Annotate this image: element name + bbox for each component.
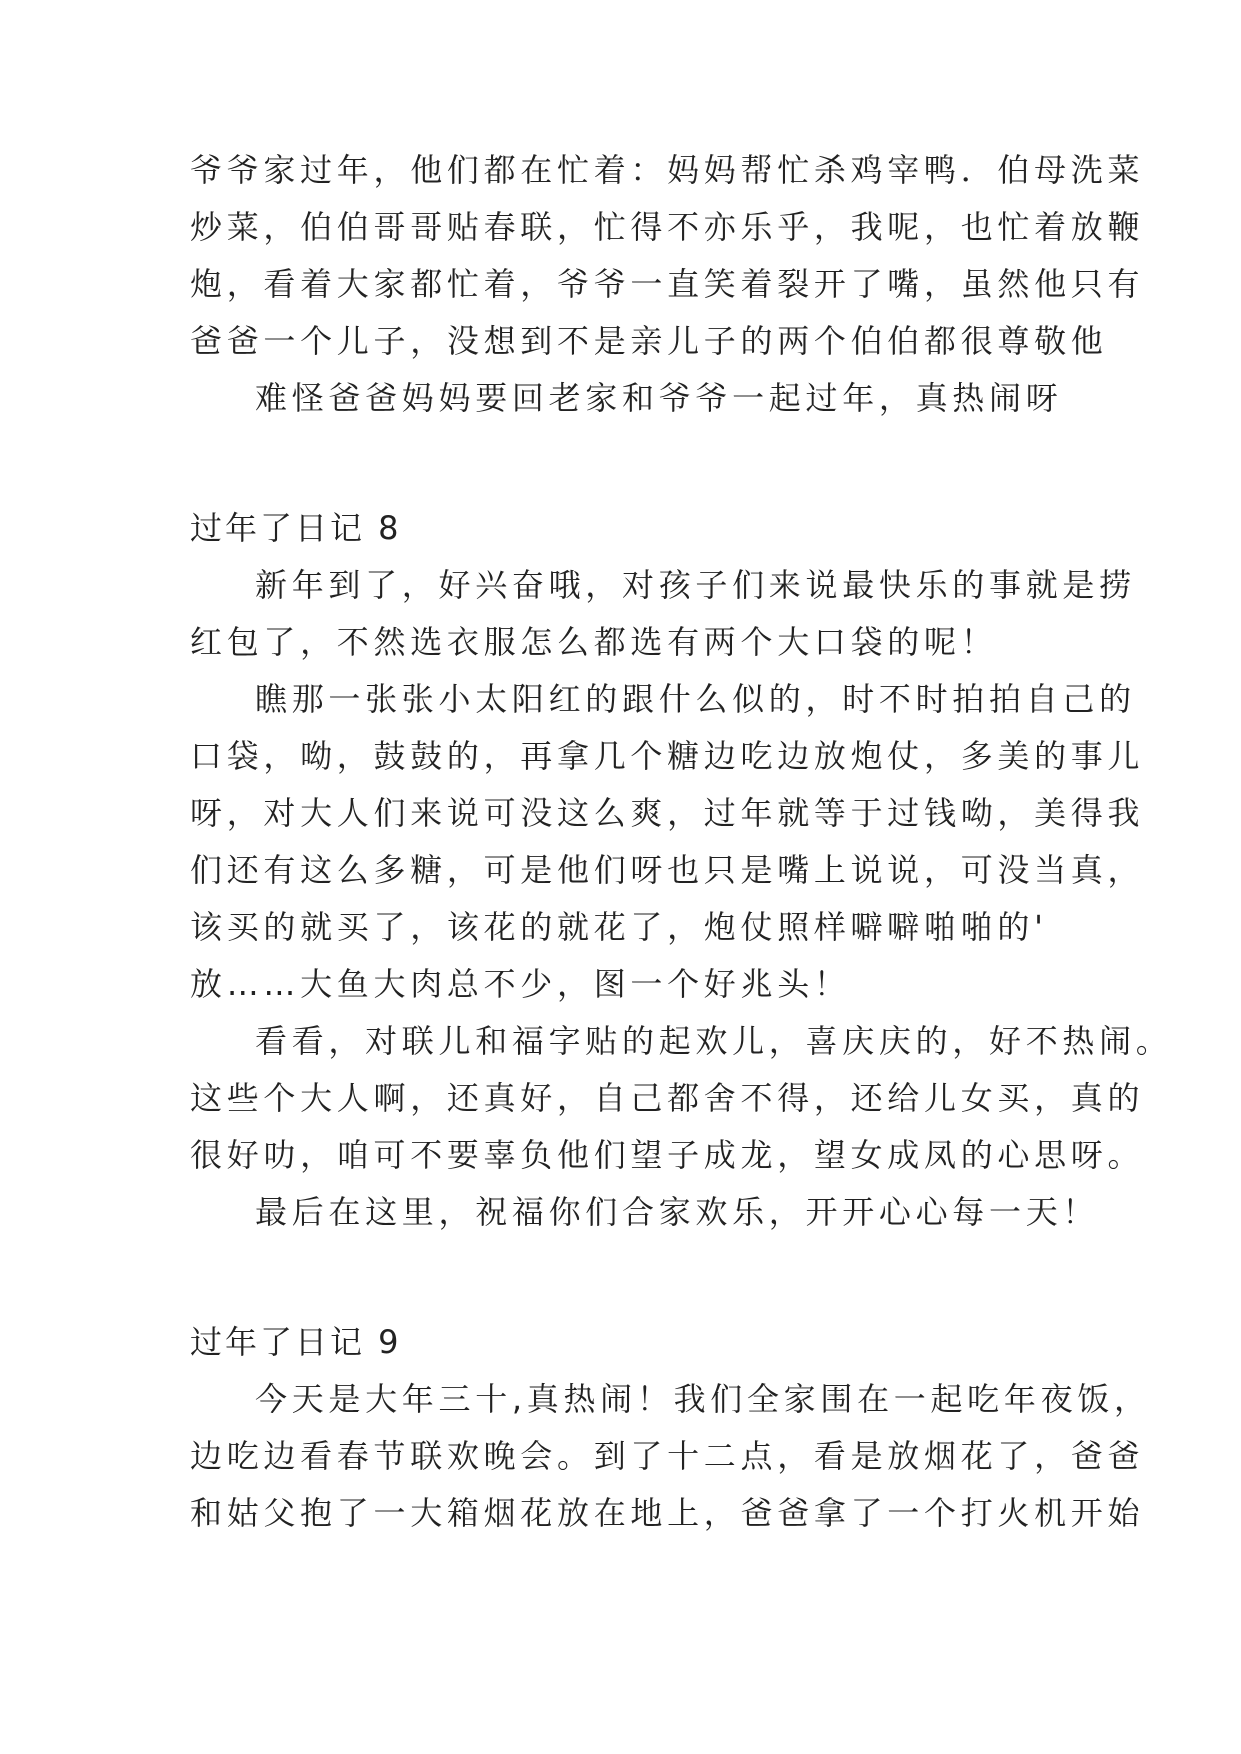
paragraph-line: 边吃边看春节联欢晚会。到了十二点，看是放烟花了，爸爸 [190,1437,1145,1475]
paragraph-line: 这些个大人啊，还真好，自己都舍不得，还给儿女买，真的 [190,1079,1145,1117]
paragraph-line: 今天是大年三十,真热闹！我们全家围在一起吃年夜饭， [255,1380,1151,1418]
paragraph-line: 和姑父抱了一大箱烟花放在地上，爸爸拿了一个打火机开始 [190,1494,1145,1532]
paragraph-line: 爸爸一个儿子，没想到不是亲儿子的两个伯伯都很尊敬他 [190,322,1108,360]
paragraph-line: 爷爷家过年，他们都在忙着：妈妈帮忙杀鸡宰鸭．伯母洗菜 [190,151,1145,189]
section-heading: 过年了日记 8 [190,509,402,547]
paragraph-line: 新年到了，好兴奋哦，对孩子们来说最快乐的事就是捞 [255,566,1136,604]
paragraph-line: 炮，看着大家都忙着，爷爷一直笑着裂开了嘴，虽然他只有 [190,265,1145,303]
paragraph-line: 很好叻，咱可不要辜负他们望子成龙，望女成凤的心思呀。 [190,1136,1145,1174]
paragraph-line: 红包了，不然选衣服怎么都选有两个大口袋的呢！ [190,623,998,661]
paragraph-line: 呀，对大人们来说可没这么爽，过年就等于过钱呦，美得我 [190,794,1145,832]
paragraph-line: 瞧那一张张小太阳红的跟什么似的，时不时拍拍自己的 [255,680,1136,718]
paragraph-line: 放……大鱼大肉总不少，图一个好兆头！ [190,965,851,1003]
paragraph-line: 们还有这么多糖，可是他们呀也只是嘴上说说，可没当真， [190,851,1145,889]
paragraph-line: 难怪爸爸妈妈要回老家和爷爷一起过年，真热闹呀 [255,379,1063,417]
paragraph-line: 口袋，呦，鼓鼓的，再拿几个糖边吃边放炮仗，多美的事儿 [190,737,1145,775]
paragraph-line: 该买的就买了，该花的就花了，炮仗照样噼噼啪啪的' [190,908,1048,946]
paragraph-line: 最后在这里，祝福你们合家欢乐，开开心心每一天！ [255,1193,1100,1231]
paragraph-line: 看看，对联儿和福字贴的起欢儿，喜庆庆的，好不热闹。 [255,1022,1173,1060]
section-heading: 过年了日记 9 [190,1323,402,1361]
paragraph-line: 炒菜，伯伯哥哥贴春联，忙得不亦乐乎，我呢，也忙着放鞭 [190,208,1145,246]
